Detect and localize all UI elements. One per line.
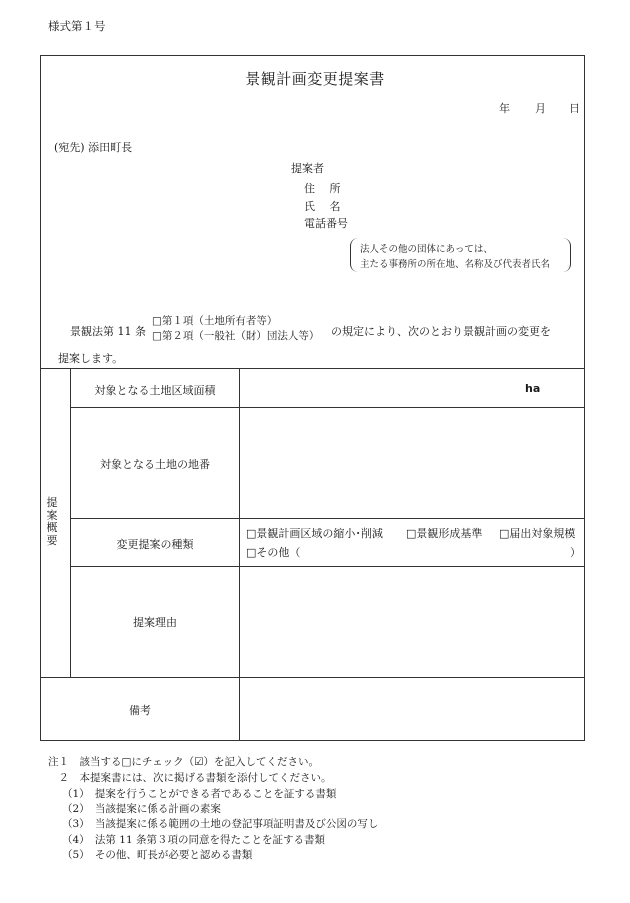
lot-label: 対象となる土地の地番 (100, 458, 210, 471)
corporate-note-line1: 法人その他の団体にあっては、 (360, 244, 493, 255)
name-label[interactable]: 氏 名 (304, 200, 341, 213)
type-option-scale-checkbox[interactable]: □届出対象規模 (499, 527, 576, 540)
type-option-other-checkbox[interactable]: □その他（ (246, 546, 301, 559)
page-title: 景観計画変更提案書 (245, 70, 385, 88)
legal-sentence: の規定により、次のとおり景観計画の変更を (331, 325, 551, 338)
note-line: （5） その他、町長が必要と認める書類 (62, 849, 253, 861)
date-day[interactable]: 日 (569, 102, 580, 115)
address-label[interactable]: 住 所 (304, 182, 341, 195)
remarks-input[interactable] (240, 678, 584, 740)
note-line: （4） 法第 11 条第３項の同意を得たことを証する書類 (62, 834, 325, 846)
corporate-note-line2: 主たる事務所の所在地、名称及び代表者氏名 (360, 259, 551, 270)
reason-label: 提案理由 (133, 616, 177, 629)
note-line: （2） 当該提案に係る計画の素案 (62, 803, 221, 815)
type-option-reduce-checkbox[interactable]: □景観計画区域の縮小･削減 (246, 527, 383, 540)
note-line: （3） 当該提案に係る範囲の土地の登記事項証明書及び公図の写し (62, 818, 379, 830)
area-unit: ha (525, 382, 541, 395)
group-label-vertical: 提案概要 (46, 496, 58, 547)
row-divider-2 (70, 518, 585, 519)
group-column-line (70, 368, 71, 677)
law-article: 景観法第 11 条 (70, 325, 146, 338)
date-month[interactable]: 月 (535, 102, 546, 115)
date-year[interactable]: 年 (499, 102, 510, 115)
option-article1-checkbox[interactable]: □第１項（土地所有者等） (152, 315, 278, 327)
addressee: (宛先) 添田町長 (54, 141, 133, 154)
note-line: 注１ 該当する□にチェック（☑）を記入してください。 (48, 756, 320, 768)
phone-label[interactable]: 電話番号 (304, 217, 348, 230)
area-label: 対象となる土地区域面積 (94, 384, 216, 397)
note-line: ２ 本提案書には、次に掲げる書類を添付してください。 (48, 772, 332, 784)
reason-input[interactable] (240, 567, 584, 677)
type-other-close-paren: ） (570, 546, 581, 559)
note-line: （1） 提案を行うことができる者であることを証する書類 (62, 788, 337, 800)
form-number: 様式第１号 (48, 19, 106, 33)
lot-input[interactable] (240, 408, 584, 518)
option-article2-checkbox[interactable]: □第２項（一般社（財）団法人等） (152, 330, 320, 342)
type-option-standard-checkbox[interactable]: □景観形成基準 (406, 527, 483, 540)
change-type-label: 変更提案の種類 (116, 538, 194, 551)
legal-sentence-end: 提案します。 (58, 352, 124, 365)
remarks-label: 備考 (129, 704, 151, 717)
proposer-label: 提案者 (291, 162, 324, 175)
